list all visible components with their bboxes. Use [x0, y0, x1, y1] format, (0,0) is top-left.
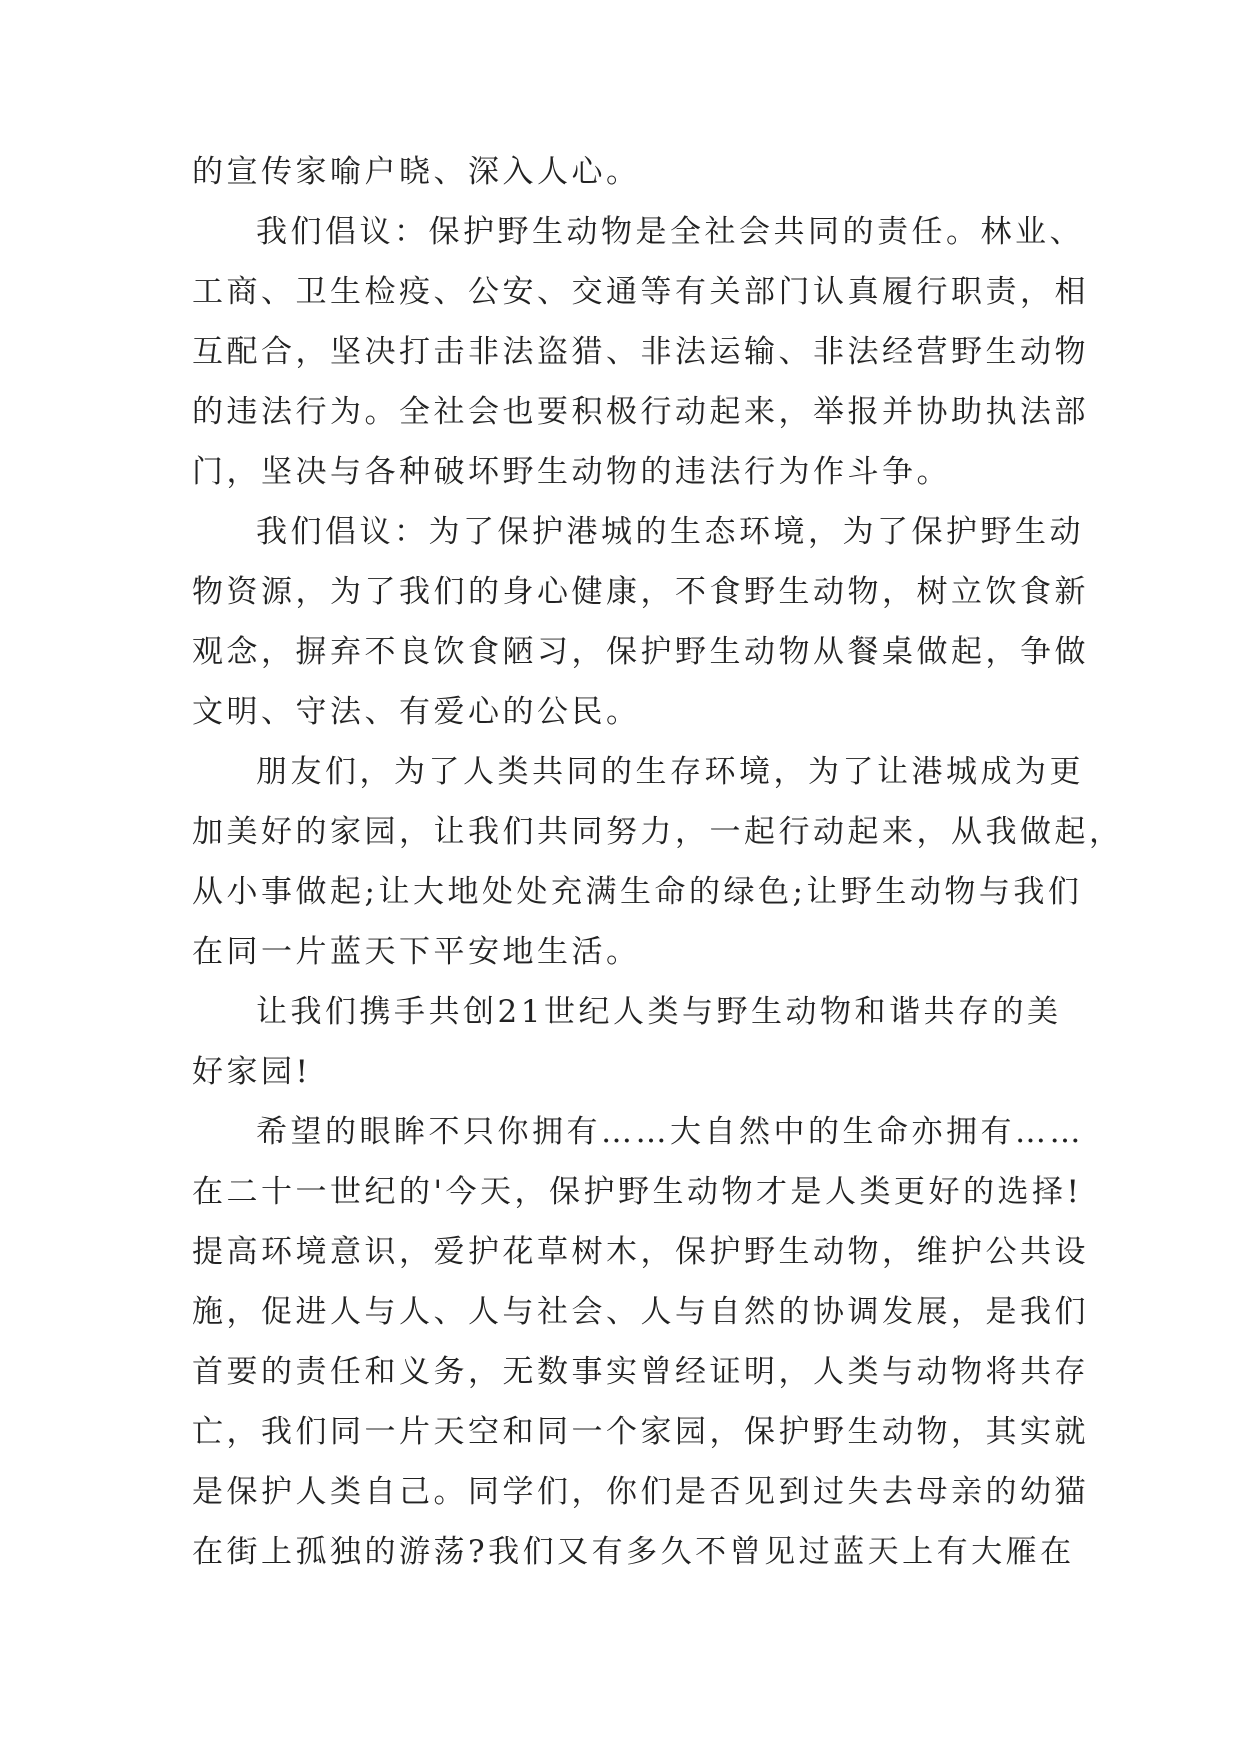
- text-line: 我们倡议：保护野生动物是全社会共同的责任。林业、: [256, 214, 1084, 250]
- text-line: 朋友们，为了人类共同的生存环境，为了让港城成为更: [256, 754, 1084, 790]
- text-line: 互配合，坚决打击非法盗猎、非法运输、非法经营野生动物: [192, 334, 1089, 370]
- text-line: 我们倡议：为了保护港城的生态环境，为了保护野生动: [256, 514, 1084, 550]
- text-line: 的违法行为。全社会也要积极行动起来，举报并协助执法部: [192, 394, 1089, 430]
- text-line: 施，促进人与人、人与社会、人与自然的协调发展，是我们: [192, 1294, 1089, 1330]
- text-line: 亡，我们同一片天空和同一个家园，保护野生动物，其实就: [192, 1414, 1089, 1450]
- text-line: 在同一片蓝天下平安地生活。: [192, 934, 641, 970]
- text-line: 提高环境意识，爱护花草树木，保护野生动物，维护公共设: [192, 1234, 1089, 1270]
- text-line: 好家园!: [192, 1054, 312, 1090]
- text-line: 在二十一世纪的'今天，保护野生动物才是人类更好的选择!: [192, 1174, 1083, 1210]
- text-line: 希望的眼眸不只你拥有……大自然中的生命亦拥有……: [256, 1114, 1084, 1150]
- text-line: 首要的责任和义务，无数事实曾经证明，人类与动物将共存: [192, 1354, 1089, 1390]
- text-line: 的宣传家喻户晓、深入人心。: [192, 154, 641, 190]
- text-line: 工商、卫生检疫、公安、交通等有关部门认真履行职责，相: [192, 274, 1089, 310]
- text-line: 加美好的家园，让我们共同努力，一起行动起来，从我做起，: [192, 814, 1124, 850]
- text-line: 从小事做起;让大地处处充满生命的绿色;让野生动物与我们: [192, 874, 1083, 910]
- text-line: 文明、守法、有爱心的公民。: [192, 694, 641, 730]
- text-line: 在街上孤独的游荡?我们又有多久不曾见过蓝天上有大雁在: [192, 1534, 1075, 1570]
- text-line: 让我们携手共创21世纪人类与野生动物和谐共存的美: [256, 994, 1062, 1030]
- text-line: 物资源，为了我们的身心健康，不食野生动物，树立饮食新: [192, 574, 1089, 610]
- text-line: 是保护人类自己。同学们，你们是否见到过失去母亲的幼猫: [192, 1474, 1089, 1510]
- text-line: 观念，摒弃不良饮食陋习，保护野生动物从餐桌做起，争做: [192, 634, 1089, 670]
- text-line: 门，坚决与各种破坏野生动物的违法行为作斗争。: [192, 454, 951, 490]
